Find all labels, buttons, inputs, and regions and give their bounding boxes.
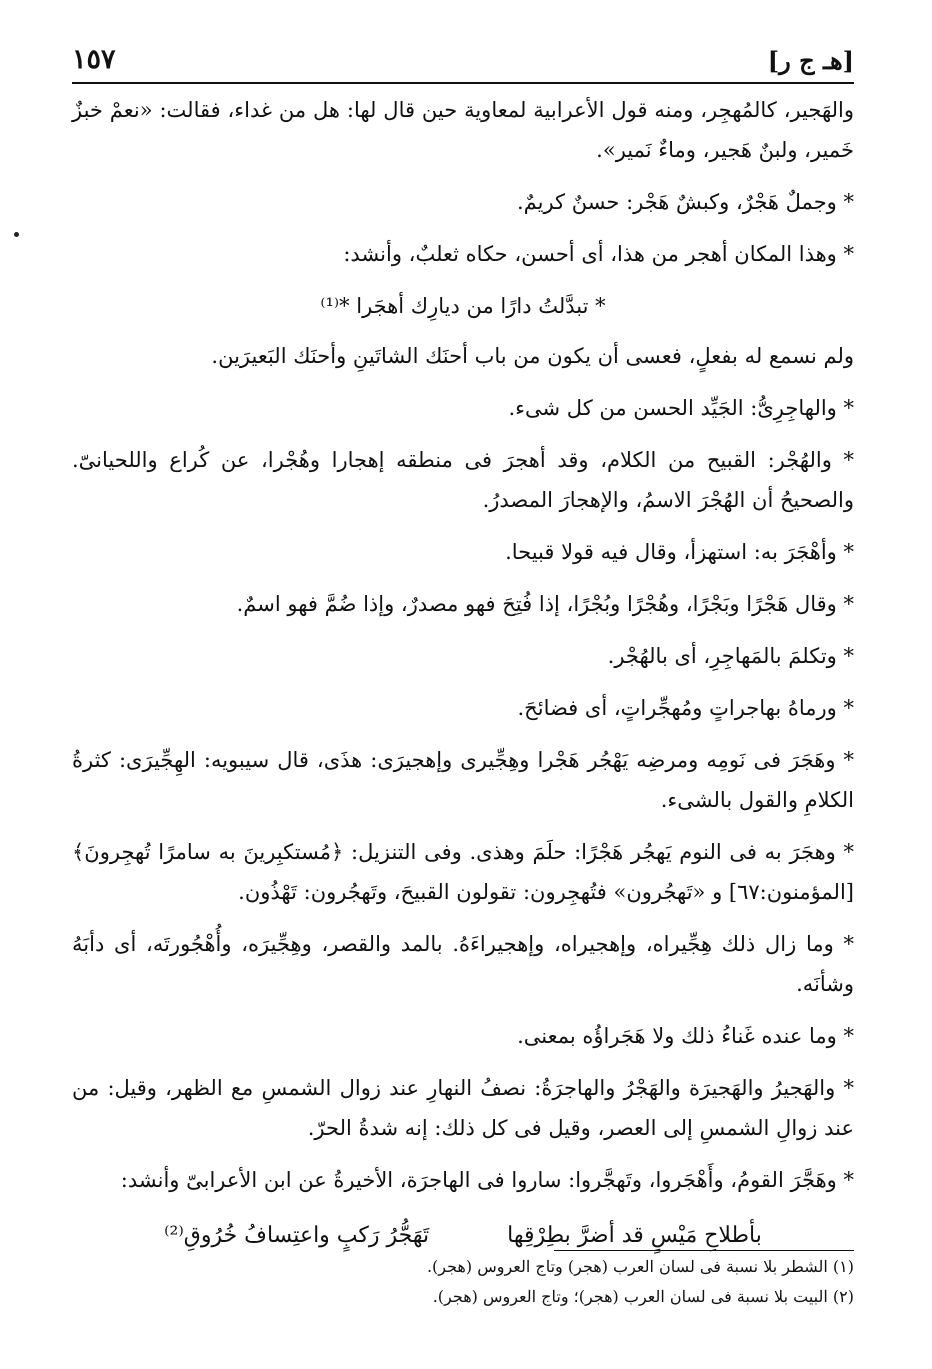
paragraph-12: * وهَجَرَ فى نَومِه ومرضِه يَهْجُر هَجْرا وهِجِّيرى وإهجيرَى: هذَى، قال سيبويه: الهِجِّيرَى: كثرةُ الكلامِ والقول بالشىء.	[72, 748, 854, 812]
paragraph-8: * وأهْجَرَ به: استهزأ، وقال فيه قولا قبيحا.	[505, 540, 854, 564]
footnote-divider	[554, 1250, 854, 1251]
main-text	[72, 90, 854, 1256]
paragraph-6: * والهاجِرِىُّ: الجَيِّد الحسن من كل شىء.	[508, 396, 854, 420]
paragraph-7: * والهُجْر: القبيح من الكلام، وقد أهجرَ فى منطقه إهجارا وهُجْرا، عن كُراع واللحيانىّ. والصحيحُ أن الهُجْرَ الاسمُ، والإهجارَ المصدرُ.	[72, 448, 854, 512]
header-divider	[72, 82, 854, 84]
verse-hemistich-first: بأطلاحِ مَيْسٍ قد أضرَّ بطِرْقِها	[507, 1223, 762, 1248]
paragraph-3: * وهذا المكان أهجر من هذا، أى أحسن، حكاه ثعلبٌ، وأنشد:	[343, 242, 854, 266]
footnotes	[72, 1252, 854, 1312]
verse-hemistich-second: تَهَجُّرُ رَكبٍ واعتِسافُ خُرُوقِ⁽²⁾	[164, 1223, 430, 1248]
margin-mark	[14, 232, 19, 237]
page-number: ١٥٧	[72, 44, 116, 75]
paragraph-13: * وهجَرَ به فى النوم يَهجُر هَجْرًا: حلَمَ وهذى. وفى التنزيل: ﴿مُستكبِرينَ به سامرًا تُهجِرونَ﴾ [المؤمنون:٦٧] و «تَهجُرون» فتُهجِرون: تقولون القبيحَ، وتَهجُرون: تَهْذُون.	[72, 840, 854, 904]
footnote-1: (١) الشطر بلا نسبة فى لسان العرب (هجر) وتاج العروس (هجر).	[426, 1257, 854, 1276]
running-head: [هـ ج ر]	[767, 46, 854, 75]
paragraph-15: * وما عنده غَناءُ ذلك ولا هَجَراؤُه بمعنى.	[517, 1024, 854, 1048]
footnote-2: (٢) البيت بلا نسبة فى لسان العرب (هجر)؛ وتاج العروس (هجر).	[432, 1287, 854, 1306]
paragraph-14: * وما زال ذلك هِجِّيراه، وإهجيراه، وإهجيراءَهُ. بالمد والقصر، وهِجِّيرَه، وأُهْجُورتَه، أى دأبَهُ وشأنَه.	[72, 932, 854, 996]
paragraph-11: * ورماهُ بهاجراتٍ ومُهجِّراتٍ، أى فضائحَ.	[517, 696, 854, 720]
paragraph-2: * وجملٌ هَجْرٌ، وكبشٌ هَجْر: حسنٌ كريمٌ.	[516, 190, 854, 214]
paragraph-17: * وهَجَّرَ القومُ، وأَهْجَروا، وتَهجَّروا: ساروا فى الهاجرَة، الأخيرةُ عن ابن الأعرابىّ وأنشد:	[120, 1168, 854, 1192]
paragraph-10: * وتكلمَ بالمَهاجِرِ، أى بالهُجْر.	[607, 644, 854, 668]
quoted-verse: * تبدَّلتُ دارًا من ديارِك أهجَرا *⁽¹⁾	[320, 294, 606, 318]
paragraph-5: ولم نسمع له بفعلٍ، فعسى أن يكون من باب أحنَك الشاتَينِ وأحنَك البَعيرَين.	[211, 344, 854, 368]
paragraph-9: * وقال هَجْرًا وبَجْرًا، وهُجْرًا وبُجْرًا، إذا فُتِحَ فهو مصدرٌ، وإذا ضُمَّ فهو اسمٌ.	[236, 592, 854, 616]
paragraph-16: * والهَجيرُ والهَجيرَة والهَجْرُ والهاجرَةُ: نصفُ النهارِ عند زوال الشمسِ مع الظهر، وقيل: من عند زوالِ الشمسِ إلى العصر، وقيل فى كل ذلك: إنه شدةُ الحرّ.	[72, 1076, 854, 1140]
page-header	[72, 44, 854, 78]
paragraph-1: والهَجير، كالمُهجِر، ومنه قول الأعرابية لمعاوية حين قال لها: هل من غداء، فقالت: «نعمْ خبزٌ خَمير، ولبنٌ هَجير، وماءٌ نَمير».	[72, 98, 854, 162]
